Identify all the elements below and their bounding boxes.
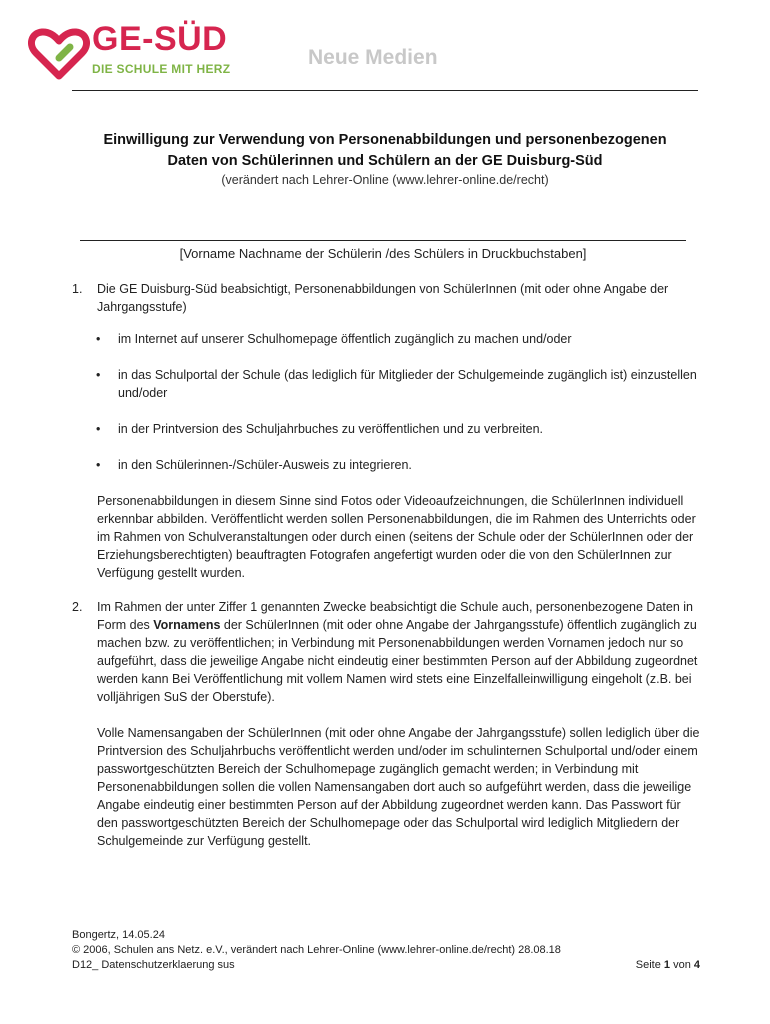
section-1-bullets <box>72 330 700 474</box>
document-body <box>72 280 700 850</box>
document-subtitle: (verändert nach Lehrer-Online (www.lehrer-online.de/recht) <box>221 173 549 187</box>
bullet-icon: • <box>96 422 101 436</box>
bullet-icon: • <box>96 368 101 382</box>
bullet-icon: • <box>96 458 101 472</box>
list-item: • in das Schulportal der Schule (das lediglich für Mitglieder der Schulgemeinde zugänglich ist) einzustellen und/oder <box>96 368 697 400</box>
footer-file-id: D12_ Datenschutzerklaerung sus <box>72 959 235 971</box>
section-2-number: 2. <box>72 600 83 614</box>
student-name-line[interactable] <box>80 240 686 241</box>
list-item: • in den Schülerinnen-/Schüler-Ausweis zu integrieren. <box>96 458 412 472</box>
section-1-number: 1. <box>72 282 83 296</box>
title-line-1: Einwilligung zur Verwendung von Personenabbildungen und personenbezogenen <box>103 132 667 148</box>
section-1-paragraph: Personenabbildungen in diesem Sinne sind Fotos oder Videoaufzeichnungen, die SchülerInnen individuell erkennbar abbilden. Veröffentlicht werden sollen Personenabbildungen, die im Rahmen des Unterrichts oder im Rahmen von Schulveranstaltungen oder durch einen (seitens der Schule oder der SchülerInnen oder der Erziehungsberechtigten) beauftragten Fotografen angefertigt wurden oder die von den SchülerInnen zur Verfügung gestellt wurden. <box>97 494 696 580</box>
section-2 <box>72 598 700 706</box>
footer-copyright: © 2006, Schulen ans Netz. e.V., verändert nach Lehrer-Online (www.lehrer-online.de/recht) 28.08.18 <box>72 944 561 956</box>
page-footer <box>72 928 700 973</box>
student-name-label: [Vorname Nachname der Schülerin /des Schülers in Druckbuchstaben] <box>179 246 587 261</box>
section-1-intro: Die GE Duisburg-Süd beabsichtigt, Personenabbildungen von SchülerInnen (mit oder ohne Angabe der Jahrgangsstufe) <box>97 282 669 314</box>
section-2-paragraph-2: Volle Namensangaben der SchülerInnen (mit oder ohne Angabe der Jahrgangsstufe) sollen lediglich über die Printversion des Schuljahrbuchs veröffentlicht werden und/oder im schulinternen Schulportal und/oder einem passwortgeschützten Bereich der Schulhomepage zugänglich gemacht werden; in Verbindung mit Personenabbildungen sollen die vollen Namensangaben dort auch so aufgeführt werden, dass die jeweilige Angabe eindeutig einer bestimmten Person auf der Abbildung zugeordnet werden kann. Das Passwort für den passwortgeschützten Bereich der Schulhomepage oder das Schulportal wird lediglich Mitgliedern der Schulgemeinde zur Verfügung gestellt. <box>97 726 700 848</box>
header-divider <box>72 90 698 91</box>
vornamens-bold: Vornamens <box>153 618 221 632</box>
list-item: • im Internet auf unserer Schulhomepage öffentlich zugänglich zu machen und/oder <box>96 332 572 346</box>
section-title: Neue Medien <box>308 46 438 69</box>
logo-tagline: DIE SCHULE MIT HERZ <box>92 62 231 76</box>
page-number: Seite 1 von 4 <box>635 959 700 971</box>
document-title <box>40 130 730 172</box>
section-1 <box>72 280 700 316</box>
bullet-icon: • <box>96 332 101 346</box>
section-2-paragraph-1: Im Rahmen der unter Ziffer 1 genannten Zwecke beabsichtigt die Schule auch, personenbezogene Daten in Form des Vornamens der SchülerInnen (mit oder ohne Angabe der Jahrgangsstufe) öffentlich zugänglich zu machen bzw. zu veröffentlichen; in Verbindung mit Personenabbildungen werden Vornamen jedoch nur so aufgeführt, dass die jeweilige Angabe nicht eindeutig einer bestimmten Person auf der Abbildung zugeordnet werden kann Bei Veröffentlichung mit vollem Namen wird stets eine Einzelfalleinwilligung eingeholt (z.B. bei volljährigen SuS der Oberstufe). <box>97 600 698 704</box>
title-line-2: Daten von Schülerinnen und Schülern an der GE Duisburg-Süd <box>167 153 603 169</box>
list-item: • in der Printversion des Schuljahrbuches zu veröffentlichen und zu verbreiten. <box>96 422 544 436</box>
footer-author-date: Bongertz, 14.05.24 <box>72 929 165 941</box>
heart-icon <box>28 28 90 80</box>
logo-name: GE-SÜD <box>92 20 228 58</box>
